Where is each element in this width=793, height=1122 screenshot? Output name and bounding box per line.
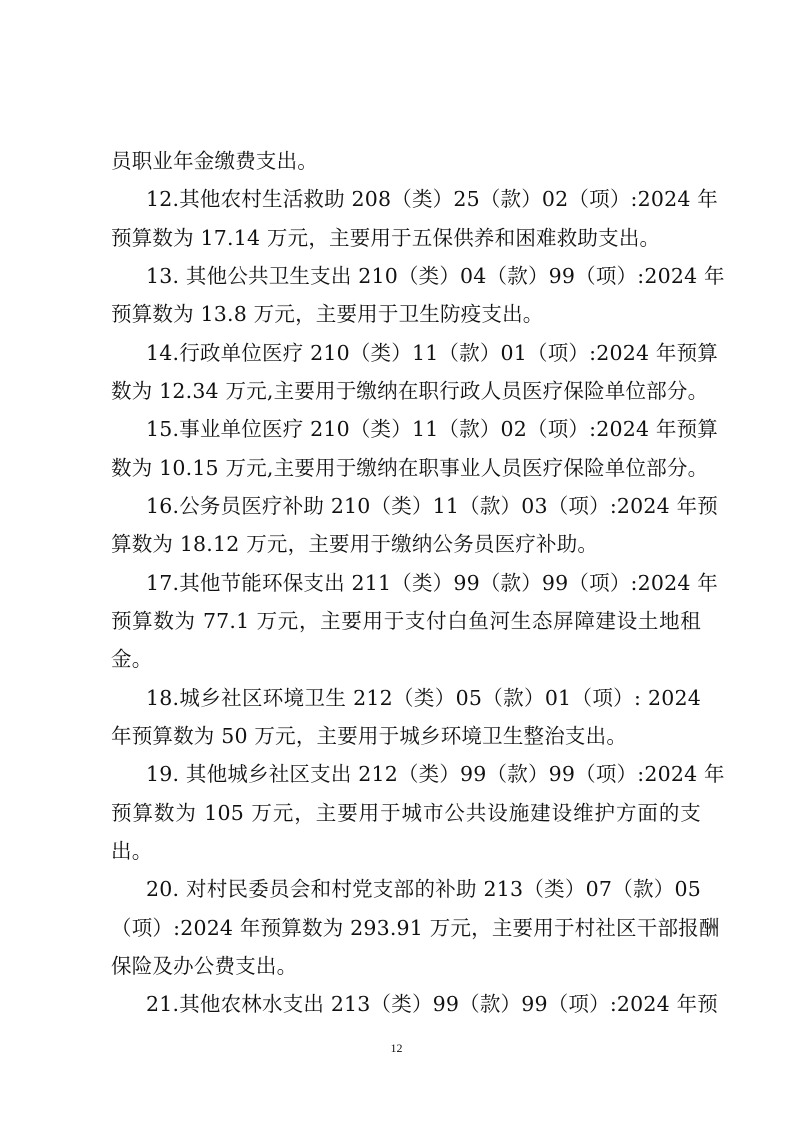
paragraph-19-line-1: 19. 其他城乡社区支出 212（类）99（款）99（项）:2024 年 — [146, 762, 725, 786]
paragraph-16-line-1: 16.公务员医疗补助 210（类）11（款）03（项）:2024 年预 — [146, 494, 719, 518]
paragraph-17-line-2: 预算数为 77.1 万元，主要用于支付白鱼河生态屏障建设土地租 — [111, 609, 701, 633]
paragraph-15-line-2: 数为 10.15 万元,主要用于缴纳在职事业人员医疗保险单位部分。 — [111, 456, 709, 480]
paragraph-19-line-3: 出。 — [111, 839, 153, 863]
paragraph-20-line-2: （项）:2024 年预算数为 293.91 万元，主要用于村社区干部报酬 — [111, 916, 720, 940]
paragraph-13-line-1: 13. 其他公共卫生支出 210（类）04（款）99（项）:2024 年 — [146, 264, 725, 288]
paragraph-17-line-3: 金。 — [111, 647, 153, 671]
paragraph-14-line-2: 数为 12.34 万元,主要用于缴纳在职行政人员医疗保险单位部分。 — [111, 379, 709, 403]
paragraph-12-line-2: 预算数为 17.14 万元，主要用于五保供养和困难救助支出。 — [111, 226, 661, 250]
paragraph-20-line-3: 保险及办公费支出。 — [111, 954, 298, 978]
paragraph-16-line-2: 算数为 18.12 万元，主要用于缴纳公务员医疗补助。 — [111, 532, 599, 556]
paragraph-19-line-2: 预算数为 105 万元，主要用于城市公共设施建设维护方面的支 — [111, 801, 701, 825]
paragraph-12-line-1: 12.其他农村生活救助 208（类）25（款）02（项）:2024 年 — [146, 187, 719, 211]
paragraph-13-line-2: 预算数为 13.8 万元，主要用于卫生防疫支出。 — [111, 302, 544, 326]
paragraph-18-line-2: 年预算数为 50 万元，主要用于城乡环境卫生整治支出。 — [111, 724, 628, 748]
paragraph-17-line-1: 17.其他节能环保支出 211（类）99（款）99（项）:2024 年 — [146, 571, 719, 595]
text-line: 员职业年金缴费支出。 — [111, 149, 318, 173]
paragraph-20-line-1: 20. 对村民委员会和村党支部的补助 213（类）07（款）05 — [146, 877, 701, 901]
paragraph-15-line-1: 15.事业单位医疗 210（类）11（款）02（项）:2024 年预算 — [146, 417, 719, 441]
paragraph-14-line-1: 14.行政单位医疗 210（类）11（款）01（项）:2024 年预算 — [146, 341, 719, 365]
page-number: 12 — [390, 1041, 403, 1055]
paragraph-21-line-1: 21.其他农林水支出 213（类）99（款）99（项）:2024 年预 — [146, 992, 719, 1016]
paragraph-18-line-1: 18.城乡社区环境卫生 212（类）05（款）01（项）: 2024 — [146, 686, 701, 710]
